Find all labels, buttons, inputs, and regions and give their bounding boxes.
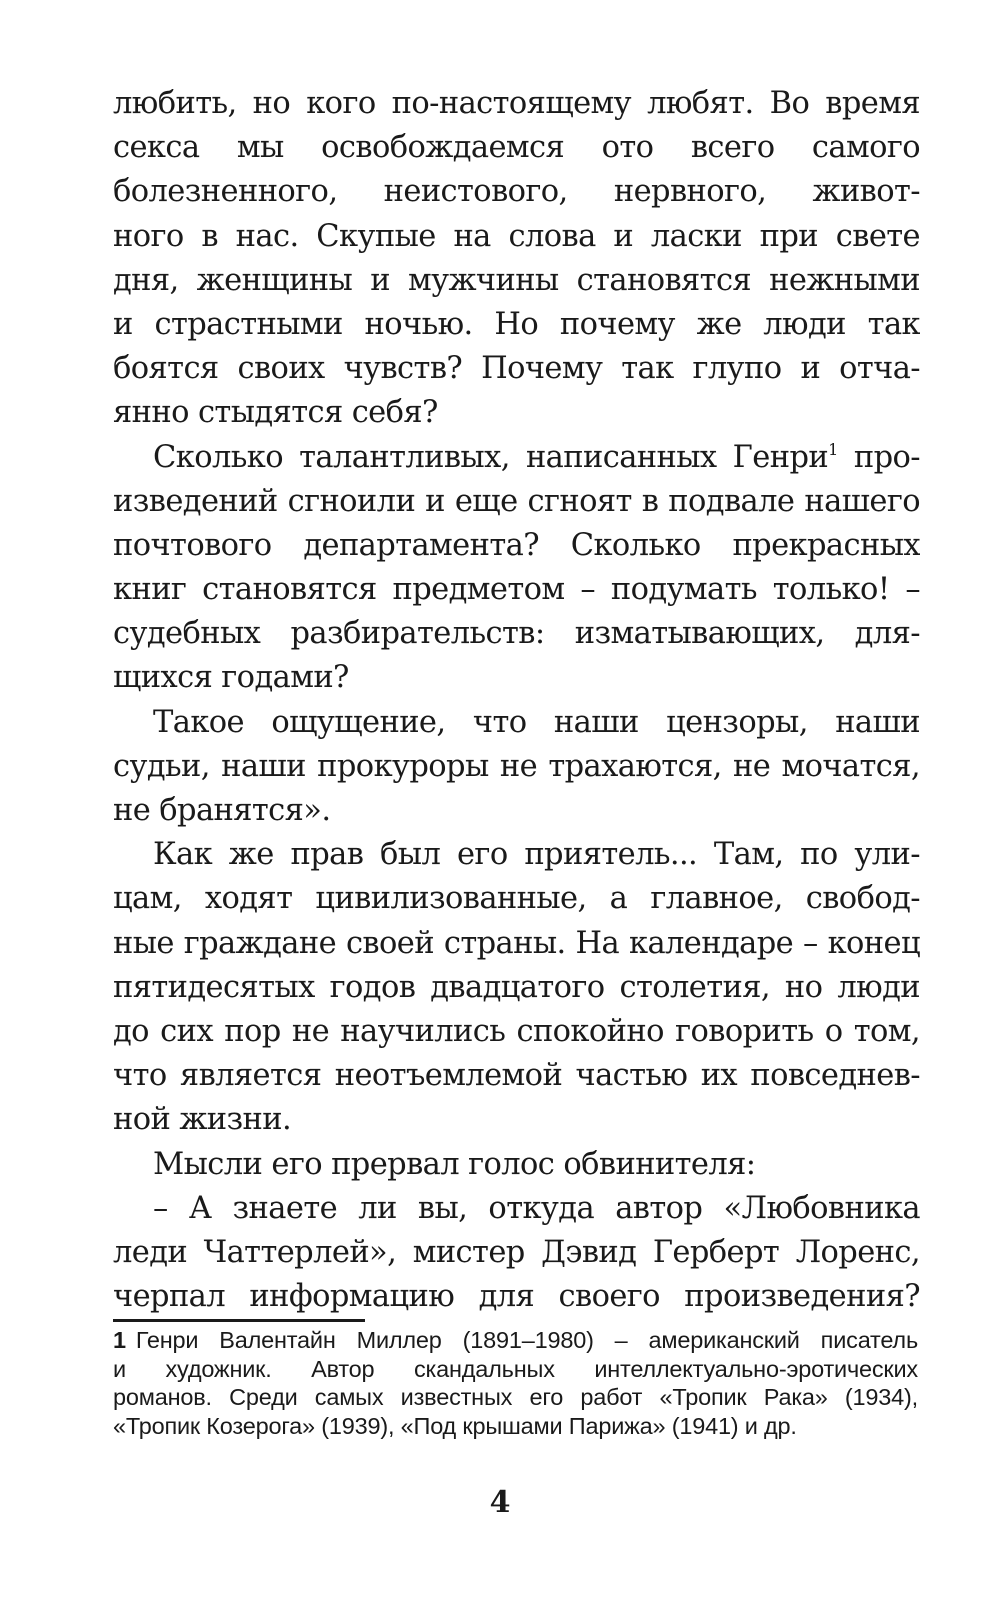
footnote-line <box>113 1326 918 1355</box>
text-line <box>113 303 920 347</box>
text-line <box>113 966 920 1010</box>
text-line <box>113 480 920 524</box>
text-line-content: до сих пор не научились спокойно говорить о том, <box>113 1013 920 1049</box>
footnote-reference[interactable]: 1 <box>828 439 838 459</box>
text-line <box>113 347 920 391</box>
main-text <box>113 82 920 1319</box>
text-line-continuation: про- <box>837 439 920 475</box>
text-line <box>113 259 920 303</box>
text-line <box>113 126 920 170</box>
text-line-content: – А знаете ли вы, откуда автор «Любовника <box>153 1190 920 1226</box>
text-line <box>113 922 920 966</box>
text-line-content: Мысли его прервал голос обвинителя: <box>153 1146 756 1182</box>
text-line-content: ной жизни. <box>113 1102 292 1138</box>
text-line-content: цам, ходят цивилизованные, а главное, свобод- <box>113 881 920 917</box>
text-line-content: янно стыдятся себя? <box>113 395 438 431</box>
text-line <box>113 833 920 877</box>
text-line-content: дня, женщины и мужчины становятся нежными <box>113 262 920 298</box>
text-line <box>113 436 920 480</box>
footnote-number: 1 <box>113 1327 126 1353</box>
text-line-content: леди Чаттерлей», мистер Дэвид Герберт Лоренс, <box>113 1234 920 1270</box>
footnote-line <box>113 1355 918 1384</box>
text-line <box>113 789 920 833</box>
footnote-line-content: Генри Валентайн Миллер (1891–1980) – американский писатель <box>135 1327 918 1353</box>
text-line-content: пятидесятых годов двадцатого столетия, но люди <box>113 969 920 1005</box>
text-line <box>113 568 920 612</box>
text-line <box>113 1187 920 1231</box>
page-number: 4 <box>489 1485 511 1520</box>
text-line <box>113 656 920 700</box>
footnote-separator <box>113 1319 365 1322</box>
text-line <box>113 612 920 656</box>
text-line-content: книг становятся предметом – подумать только! – <box>113 572 920 608</box>
text-line <box>113 391 920 435</box>
text-line-content: Сколько талантливых, написанных Генри <box>153 439 829 475</box>
text-line-content: и страстными ночью. Но почему же люди так <box>113 306 920 342</box>
footnote-line-content: и художник. Автор скандальных интеллектуально-эротических <box>113 1355 918 1382</box>
footnote <box>113 1326 918 1440</box>
text-line <box>113 524 920 568</box>
text-line <box>113 1143 920 1187</box>
text-line-content: что является неотъемлемой частью их повседнев- <box>113 1058 920 1094</box>
text-line-content: Такое ощущение, что наши цензоры, наши <box>153 704 920 740</box>
text-line <box>113 877 920 921</box>
text-line-content: судебных разбирательств: изматывающих, для- <box>113 616 920 652</box>
text-line-content: болезненного, неистового, нервного, живот- <box>113 174 920 210</box>
footnote-line <box>113 1412 918 1441</box>
text-line <box>113 82 920 126</box>
text-line-content: ного в нас. Скупые на слова и ласки при свете <box>113 218 920 254</box>
text-line-content: любить, но кого по-настоящему любят. Во время <box>113 86 920 121</box>
text-line-content: Как же прав был его приятель... Там, по ули- <box>153 837 920 873</box>
text-line-content: судьи, наши прокуроры не трахаются, не мочатся, <box>113 748 920 784</box>
text-line-content: секса мы освобождаемся ото всего самого <box>113 130 920 166</box>
footnote-line <box>113 1383 918 1412</box>
text-line <box>113 1275 920 1319</box>
text-line <box>113 701 920 745</box>
text-line <box>113 215 920 259</box>
footnote-line-content: романов. Среди самых известных его работ «Тропик Рака» (1934), <box>113 1384 918 1410</box>
text-line <box>113 1010 920 1054</box>
text-line <box>113 745 920 789</box>
text-line-content: изведений сгноили и еще сгноят в подвале нашего <box>113 483 920 519</box>
text-line-content: почтового департамента? Сколько прекрасных <box>113 527 920 563</box>
text-line-content: ные граждане своей страны. На календаре – конец <box>113 925 920 961</box>
text-line-content: боятся своих чувств? Почему так глупо и отча- <box>113 351 920 387</box>
footnote-line-content: «Тропик Козерога» (1939), «Под крышами Парижа» (1941) и др. <box>113 1412 797 1439</box>
text-line <box>113 1054 920 1098</box>
text-line-content: щихся годами? <box>113 660 349 696</box>
text-line <box>113 1231 920 1275</box>
text-line <box>113 170 920 214</box>
text-line-content: черпал информацию для своего произведения? <box>113 1279 920 1315</box>
text-line <box>113 1098 920 1142</box>
text-line-content: не бранятся». <box>113 793 331 828</box>
